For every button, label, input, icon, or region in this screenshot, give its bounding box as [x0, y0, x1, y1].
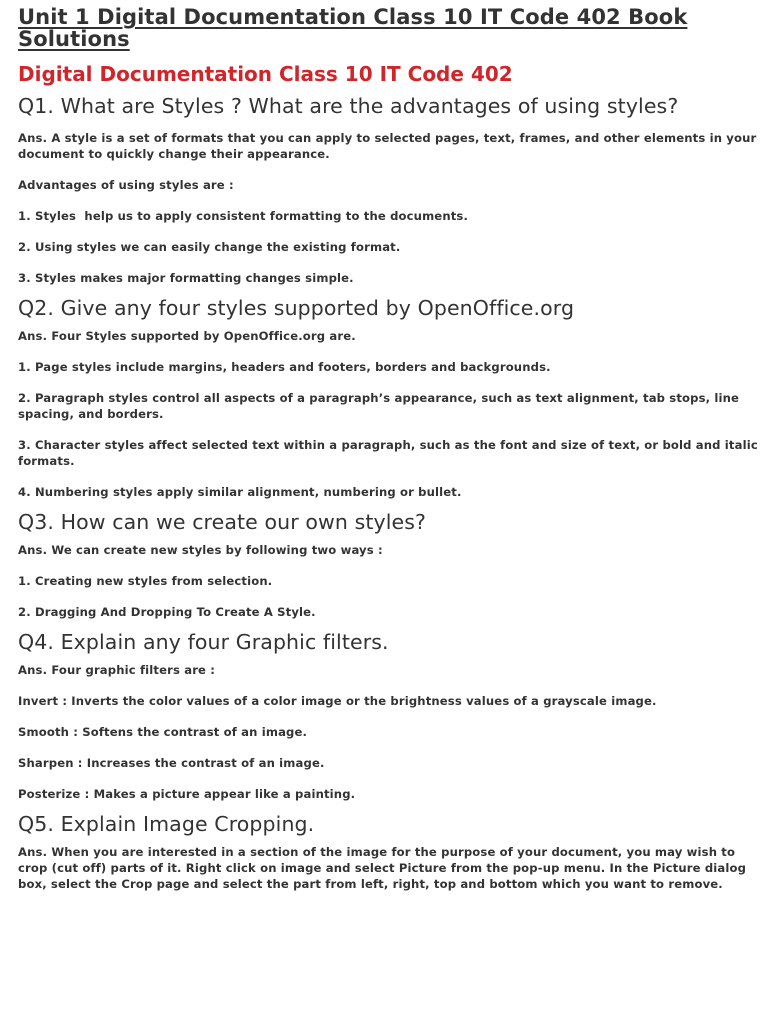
- question-heading-q2: Q2. Give any four styles supported by OpenOffice.org: [18, 296, 575, 320]
- list-item: 1. Page styles include margins, headers and footers, borders and backgrounds.: [18, 360, 551, 374]
- list-item: 3. Styles makes major formatting changes simple.: [18, 271, 354, 285]
- list-item: Smooth : Softens the contrast of an image.: [18, 725, 308, 739]
- list-item: 3. Character styles affect selected text within a paragraph, such as the font and size of text, or bold and italic formats.: [18, 438, 763, 468]
- list-item: 2. Using styles we can easily change the existing format.: [18, 240, 401, 254]
- list-item: 4. Numbering styles apply similar alignment, numbering or bullet.: [18, 485, 462, 499]
- list-item: Posterize : Makes a picture appear like a painting.: [18, 787, 356, 801]
- list-item: 1. Styles help us to apply consistent formatting to the documents.: [18, 209, 469, 223]
- document-page: [18, 5, 763, 892]
- list-item: Sharpen : Increases the contrast of an image.: [18, 756, 325, 770]
- answer-text-q3: Ans. We can create new styles by following two ways :: [18, 543, 383, 557]
- list-item: Invert : Inverts the color values of a color image or the brightness values of a grayscale image.: [18, 694, 657, 708]
- answer-text-q2: Ans. Four Styles supported by OpenOffice.org are.: [18, 329, 356, 343]
- answer-text-q1: Ans. A style is a set of formats that you can apply to selected pages, text, frames, and other elements in your document to quickly change their appearance.: [18, 131, 761, 161]
- question-heading-q4: Q4. Explain any four Graphic filters.: [18, 630, 389, 654]
- advantages-intro: Advantages of using styles are :: [18, 178, 234, 192]
- question-heading-q1: Q1. What are Styles ? What are the advantages of using styles?: [18, 94, 679, 118]
- list-item: 2. Dragging And Dropping To Create A Style.: [18, 605, 316, 619]
- answer-text-q4: Ans. Four graphic filters are :: [18, 663, 216, 677]
- list-item: 2. Paragraph styles control all aspects of a paragraph’s appearance, such as text alignment, tab stops, line spacing, and borders.: [18, 391, 744, 421]
- question-heading-q3: Q3. How can we create our own styles?: [18, 510, 426, 534]
- question-heading-q5: Q5. Explain Image Cropping.: [18, 812, 315, 836]
- answer-text-q5: Ans. When you are interested in a section of the image for the purpose of your document, you may wish to crop (cut off) parts of it. Right click on image and select Picture from the pop-up menu. In the Picture dialog box, select the Crop page and select the part from left, right, top and bottom which you want to remove.: [18, 845, 751, 891]
- page-subtitle: Digital Documentation Class 10 IT Code 402: [18, 62, 513, 86]
- list-item: 1. Creating new styles from selection.: [18, 574, 273, 588]
- page-title: Unit 1 Digital Documentation Class 10 IT Code 402 Book Solutions: [18, 5, 688, 51]
